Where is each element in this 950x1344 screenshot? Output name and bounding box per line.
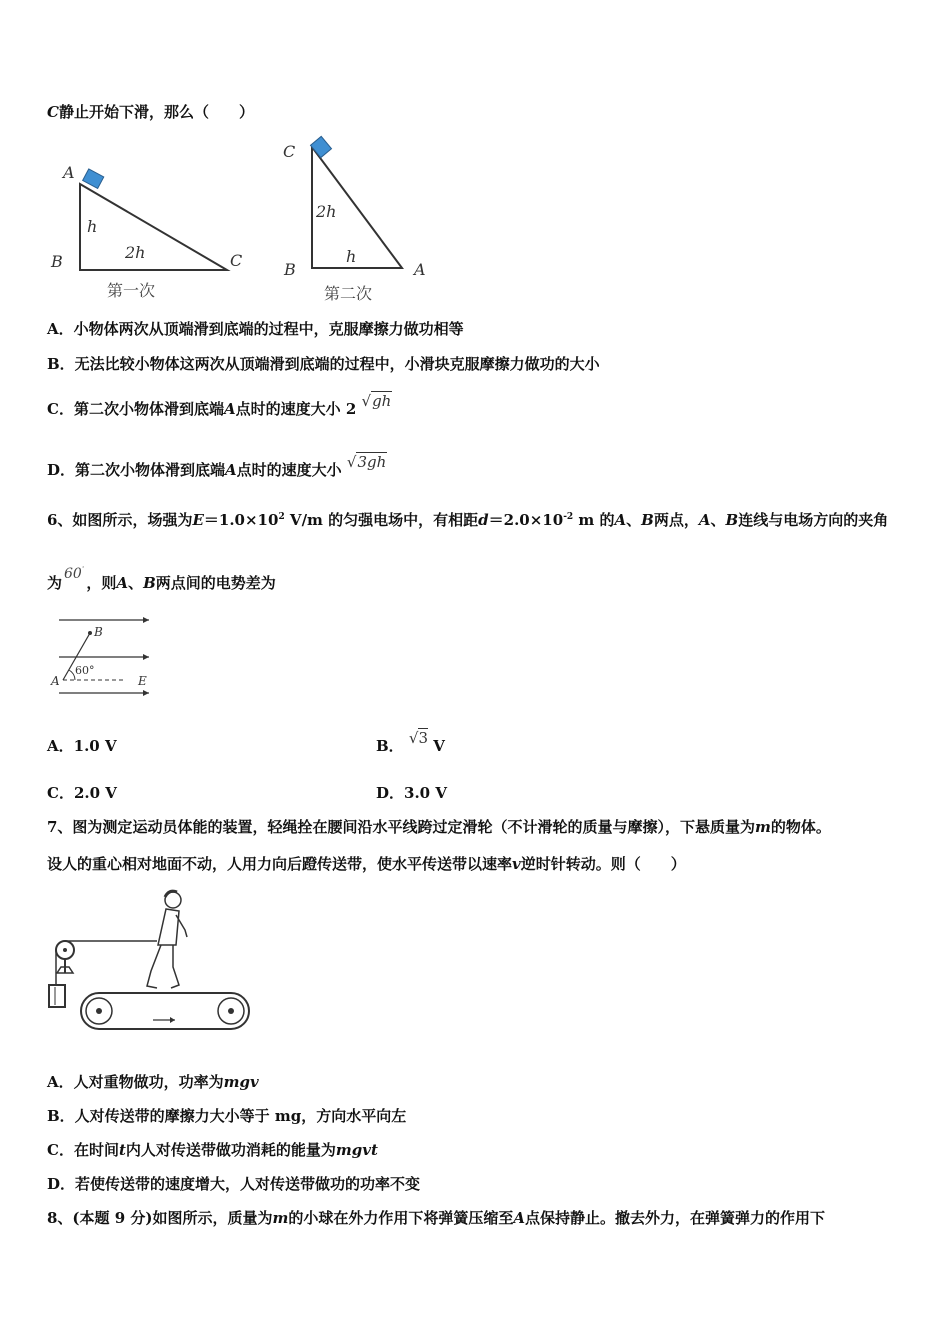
- q7-treadmill-figure: [45, 885, 255, 1035]
- q7-option-d[interactable]: D．若使传送带的速度增大，人对传送带做功的功率不变: [47, 1175, 421, 1193]
- angle-60: 60·: [64, 563, 85, 582]
- q7-option-c[interactable]: C．在时间t内人对传送带做功消耗的能量为mgvt: [47, 1141, 378, 1159]
- q7-stem-line2: 设人的重心相对地面不动，人用力向后蹬传送带，使水平传送带以速率v逆时针转动。则（ ）: [47, 855, 686, 873]
- q7-option-a[interactable]: A．人对重物做功，功率为mgv: [47, 1073, 259, 1091]
- sqrt-3: √3: [408, 729, 429, 747]
- q6-option-a[interactable]: A．1.0 V: [47, 737, 117, 755]
- q7-stem-line1: 7、图为测定运动员体能的装置，轻绳拴在腰间沿水平线跨过定滑轮（不计滑轮的质量与摩擦），下悬质量为m的物体。: [47, 818, 831, 836]
- sqrt-gh: √gh: [361, 392, 392, 410]
- sliding-block: [83, 169, 104, 188]
- label-B: B: [94, 625, 103, 639]
- hanging-weight: [49, 985, 65, 1007]
- label-A: A: [51, 674, 60, 688]
- label-B: B: [51, 252, 63, 271]
- q5-figure-second: [280, 135, 440, 310]
- label-C: C: [230, 251, 243, 270]
- label-A: A: [63, 163, 75, 182]
- q5-option-c[interactable]: C．第二次小物体滑到底端A点时的速度大小 2 √gh: [47, 392, 392, 418]
- q5-stem: C静止开始下滑，那么（ ）: [47, 103, 254, 121]
- q6-option-c[interactable]: C．2.0 V: [47, 784, 117, 802]
- q5-figure-first: [45, 160, 255, 305]
- label-B2: B: [284, 260, 296, 279]
- q6-stem-line1: 6、如图所示，场强为$E=1.0\times 10^2$ V/m 的匀强电场中，有相距$d=2.0\times 10^{-2}$ m 的A、B两点，A、B连线与电场方向的夹角: [47, 511, 889, 529]
- conveyor-belt: [81, 993, 249, 1029]
- q6-option-d[interactable]: D．3.0 V: [376, 784, 447, 802]
- caption-second: 第二次: [324, 284, 373, 303]
- point-B: [88, 631, 92, 635]
- q8-stem-line1: 8、(本题 9 分)如图所示，质量为m的小球在外力作用下将弹簧压缩至A点保持静止。撤去外力，在弹簧弹力的作用下: [47, 1209, 826, 1227]
- label-C2: C: [283, 142, 296, 161]
- label-h: h: [87, 217, 98, 236]
- q6-option-b[interactable]: B． √3 V: [376, 729, 445, 755]
- q5-option-a[interactable]: A．小物体两次从顶端滑到底端的过程中，克服摩擦力做功相等: [47, 320, 464, 338]
- sliding-block-2: [310, 136, 331, 157]
- q5-option-d[interactable]: D．第二次小物体滑到底端A点时的速度大小 √3gh: [47, 453, 387, 479]
- q7-option-b[interactable]: B．人对传送带的摩擦力大小等于 mg，方向水平向左: [47, 1107, 407, 1125]
- label-h-2: h: [346, 247, 357, 266]
- athlete: [147, 891, 187, 988]
- caption-first: 第一次: [107, 281, 156, 300]
- label-A2: A: [414, 260, 426, 279]
- q6-field-figure: [45, 610, 160, 700]
- label-60deg: 60°: [75, 664, 95, 677]
- label-2h: 2h: [125, 243, 146, 262]
- q6-stem-line2: 为 60·，则A、B两点间的电势差为: [47, 563, 276, 592]
- q5-option-b[interactable]: B．无法比较小物体这两次从顶端滑到底端的过程中，小滑块克服摩擦力做功的大小: [47, 355, 600, 373]
- label-E: E: [138, 674, 147, 688]
- sqrt-3gh: √3gh: [346, 453, 387, 471]
- label-2h-2: 2h: [316, 202, 337, 221]
